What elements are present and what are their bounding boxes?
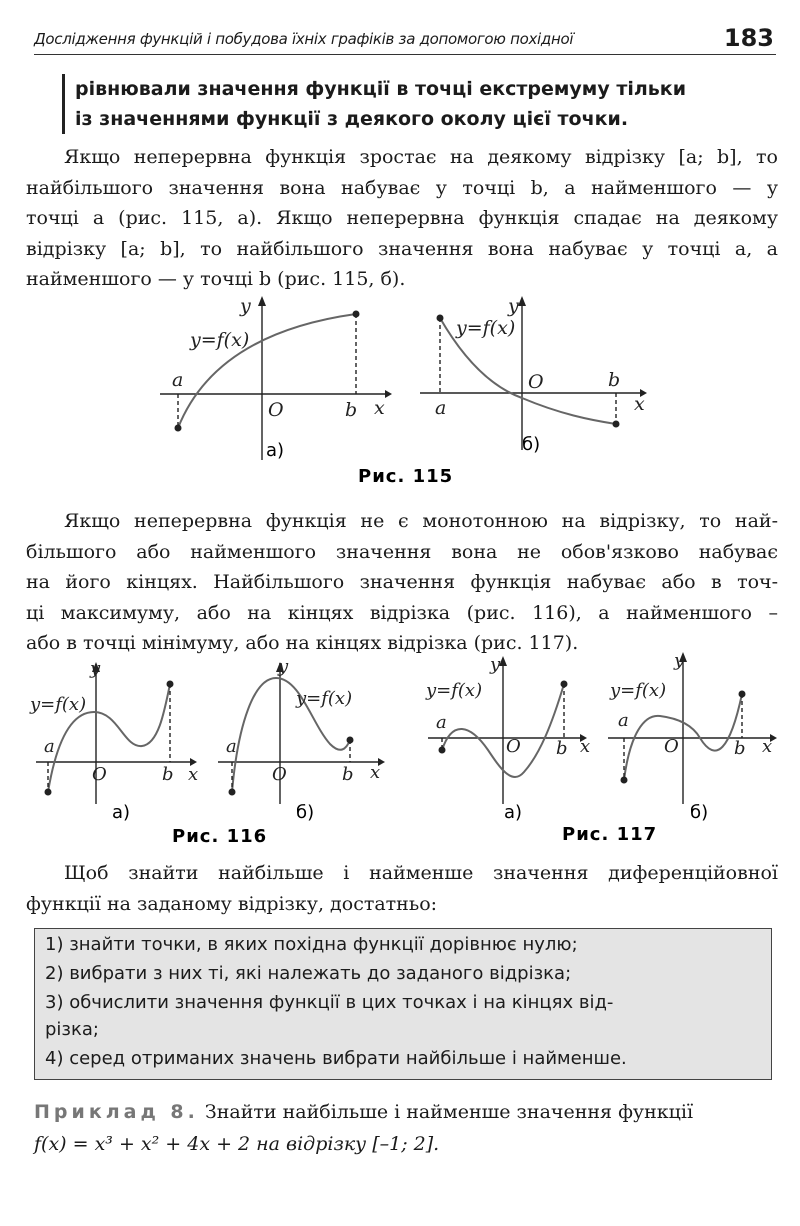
highlight-line: рівнювали значення функції в точці екстремуму тільки bbox=[75, 78, 687, 100]
y-label: y bbox=[508, 295, 519, 317]
point-b-label: b bbox=[345, 399, 358, 421]
y-axis-arrow bbox=[258, 296, 266, 306]
point-b-label: b bbox=[608, 369, 621, 391]
point-a-label: a bbox=[226, 736, 237, 757]
y-label: y bbox=[90, 658, 101, 679]
text-line: на його кінцях. Найбільшого значення функція набуває або в точ- bbox=[26, 571, 778, 593]
y-label: y bbox=[278, 656, 289, 677]
point-a-label: a bbox=[618, 710, 629, 731]
point-b-label: b bbox=[162, 764, 174, 785]
paragraph-1 bbox=[26, 142, 778, 295]
point-b-label: b bbox=[556, 738, 568, 759]
function-label: y=f(x) bbox=[30, 694, 87, 715]
point-b-label: b bbox=[734, 738, 746, 759]
x-label: x bbox=[374, 397, 385, 419]
point-a-label: a bbox=[436, 712, 447, 733]
x-label: x bbox=[762, 736, 773, 757]
step-item: 1) знайти точки, в яких похідна функції дорівнює нулю; bbox=[45, 934, 578, 955]
highlight-line: із значеннями функції з деякого околу цієї точки. bbox=[75, 108, 629, 130]
function-label: y=f(x) bbox=[190, 329, 250, 351]
y-label: y bbox=[490, 654, 501, 675]
function-label: y=f(x) bbox=[610, 680, 667, 701]
point-a-label: a bbox=[172, 369, 184, 391]
text-line: Щоб знайти найбільше і найменше значення диференційовної bbox=[64, 862, 778, 884]
y-axis-arrow bbox=[518, 296, 526, 306]
x-label: x bbox=[634, 393, 645, 415]
example-text: Знайти найбільше і найменше значення функції bbox=[204, 1101, 694, 1123]
origin-label: O bbox=[506, 736, 521, 757]
text-line: найменшого — у точці b (рис. 115, б). bbox=[26, 268, 406, 290]
header-rule bbox=[34, 54, 776, 55]
subfigure-label: а) bbox=[112, 802, 131, 823]
example-formula: f(x) = x³ + x² + 4x + 2 на відрізку [–1; 2]. bbox=[34, 1133, 440, 1155]
x-label: x bbox=[370, 762, 381, 783]
function-label: y=f(x) bbox=[456, 317, 516, 339]
origin-label: O bbox=[664, 736, 679, 757]
function-label: y=f(x) bbox=[296, 688, 353, 709]
figures-116-117 bbox=[0, 650, 800, 854]
x-label: x bbox=[580, 736, 591, 757]
text-line: відрізку [a; b], то найбільшого значення вона набуває у точці a, а bbox=[26, 237, 778, 260]
endpoint-b bbox=[613, 421, 620, 428]
running-title: Дослідження функцій і побудова їхніх графіків за допомогою похідної bbox=[34, 30, 574, 48]
page-header bbox=[34, 24, 774, 54]
step-item: 3) обчислити значення функції в цих точках і на кінцях від- bbox=[45, 992, 614, 1013]
endpoint-b bbox=[353, 311, 360, 318]
origin-label: O bbox=[92, 764, 107, 785]
figure-caption: Рис. 115 bbox=[358, 466, 454, 487]
subfigure-label: а) bbox=[266, 440, 285, 461]
paragraph-2 bbox=[26, 506, 778, 659]
figure-caption: Рис. 117 bbox=[562, 824, 658, 845]
point-b-label: b bbox=[342, 764, 354, 785]
step-item: 4) серед отриманих значень вибрати найбільше і найменше. bbox=[45, 1048, 627, 1069]
text-line: або в точці мінімуму, або на кінцях відрізка (рис. 117). bbox=[26, 632, 579, 654]
subfigure-label: б) bbox=[296, 802, 315, 823]
step-item: різка; bbox=[45, 1019, 99, 1040]
point-a-label: a bbox=[435, 397, 447, 419]
algorithm-box bbox=[34, 928, 772, 1080]
text-line: Якщо неперервна функція зростає на деякому відрізку [a; b], то bbox=[64, 146, 778, 168]
example-block bbox=[34, 1096, 776, 1160]
figure-115 bbox=[0, 290, 800, 490]
figure-caption: Рис. 116 bbox=[172, 826, 268, 847]
y-label: y bbox=[240, 295, 251, 317]
endpoint-a bbox=[437, 315, 444, 322]
endpoint-a bbox=[175, 425, 182, 432]
text-line: Якщо неперервна функція не є монотонною на відрізку, то най- bbox=[64, 510, 778, 532]
text-line: більшого або найменшого значення вона не обов'язково набуває bbox=[26, 540, 778, 563]
subfigure-label: а) bbox=[504, 802, 523, 823]
origin-label: O bbox=[268, 399, 284, 421]
step-item: 2) вибрати з них ті, які належать до заданого відрізка; bbox=[45, 963, 572, 984]
text-line: ці максимуму, або на кінцях відрізка (рис. 116), а найменшого – bbox=[26, 601, 778, 624]
text-line: функції на заданому відрізку, достатньо: bbox=[26, 892, 438, 915]
origin-label: O bbox=[528, 371, 544, 393]
text-line: точці a (рис. 115, а). Якщо неперервна функція спадає на деякому bbox=[26, 207, 778, 229]
highlight-block bbox=[62, 74, 795, 134]
paragraph-3 bbox=[26, 858, 778, 919]
origin-label: O bbox=[272, 764, 287, 785]
x-label: x bbox=[188, 764, 199, 785]
function-label: y=f(x) bbox=[426, 680, 483, 701]
example-label: Приклад 8. bbox=[34, 1101, 199, 1123]
subfigure-label: б) bbox=[522, 434, 541, 455]
text-line: найбільшого значення вона набуває у точці b, а найменшого — у bbox=[26, 176, 778, 199]
y-label: y bbox=[674, 650, 685, 671]
x-axis-arrow bbox=[385, 390, 392, 398]
page-number: 183 bbox=[723, 24, 774, 52]
subfigure-label: б) bbox=[690, 802, 709, 823]
point-a-label: a bbox=[44, 736, 55, 757]
